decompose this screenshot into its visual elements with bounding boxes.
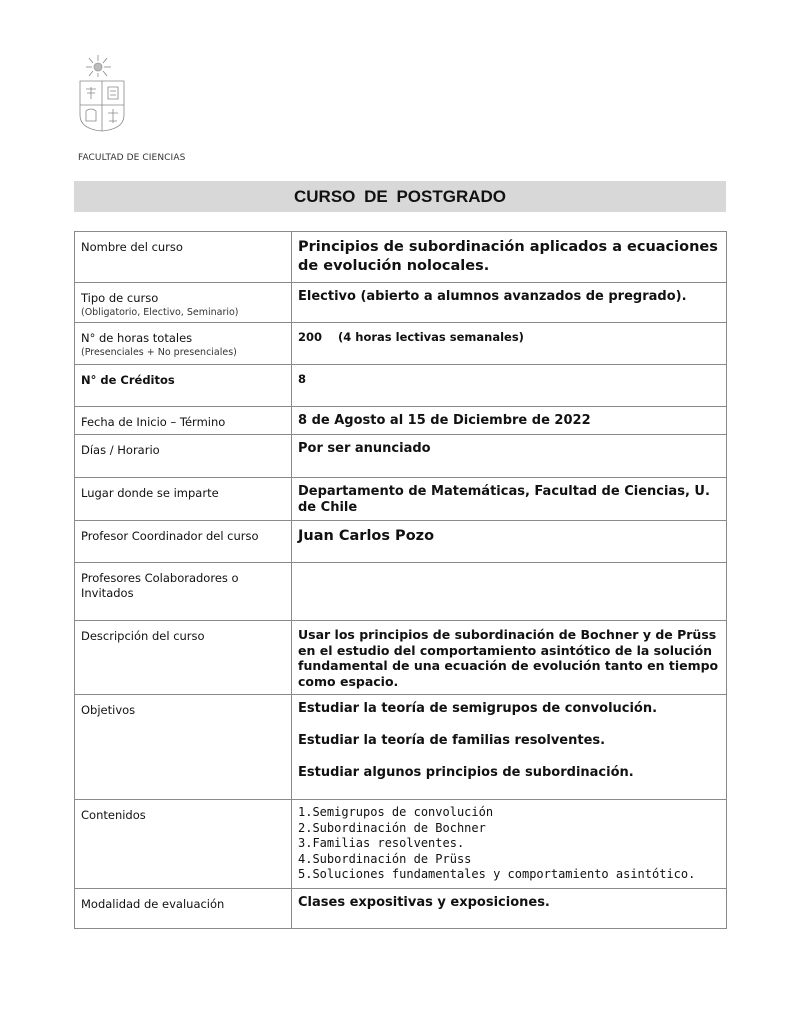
label-cell: [75, 478, 292, 521]
course-name-value: Principios de subordinación aplicados a ecuaciones de evolución nolocales.: [292, 232, 727, 283]
course-type-value: Electivo (abierto a alumnos avanzados de pregrado).: [292, 283, 727, 323]
row-label: Nombre del curso: [81, 240, 183, 254]
label-cell: [75, 232, 292, 283]
row-label: Profesor Coordinador del curso: [81, 529, 259, 543]
label-cell: [75, 283, 292, 323]
label-cell: [75, 521, 292, 563]
label-cell: [75, 889, 292, 929]
list-item: 3.Familias resolventes.: [298, 836, 465, 850]
label-cell: [75, 621, 292, 695]
row-label: Días / Horario: [81, 443, 160, 457]
university-coat-of-arms-icon: [78, 55, 128, 133]
table-row: [75, 365, 727, 407]
row-sublabel: (Obligatorio, Electivo, Seminario): [81, 307, 239, 318]
evaluation-value: Clases expositivas y exposiciones.: [292, 889, 727, 929]
page-title: CURSO DE POSTGRADO: [293, 186, 507, 206]
contents-value: [292, 800, 727, 889]
label-cell: [75, 695, 292, 800]
list-item: 1.Semigrupos de convolución: [298, 805, 494, 819]
table-row: [75, 621, 727, 695]
row-label: Contenidos: [81, 808, 146, 822]
row-label: N° de Créditos: [81, 373, 175, 387]
objective-item: Estudiar la teoría de semigrupos de convolución.: [298, 701, 658, 716]
hours-value: 200 (4 horas lectivas semanales): [292, 323, 727, 365]
row-label: Objetivos: [81, 703, 136, 717]
faculty-name: FACULTAD DE CIENCIAS: [78, 153, 186, 163]
table-row: [75, 563, 727, 621]
label-cell: [75, 323, 292, 365]
table-row: [75, 478, 727, 521]
title-banner: [74, 181, 726, 212]
table-row: [75, 521, 727, 563]
row-label: Lugar donde se imparte: [81, 486, 219, 500]
list-item: 2.Subordinación de Bochner: [298, 820, 486, 835]
objective-item: Estudiar la teoría de familias resolventes.: [298, 733, 606, 748]
objective-item: Estudiar algunos principios de subordinación.: [298, 765, 634, 780]
row-label: Tipo de curso: [81, 291, 159, 305]
schedule-value: Por ser anunciado: [292, 435, 727, 478]
table-row: [75, 232, 727, 283]
row-label: Fecha de Inicio – Término: [81, 415, 226, 429]
row-label: Modalidad de evaluación: [81, 897, 225, 911]
table-row: [75, 800, 727, 889]
credits-value: 8: [292, 365, 727, 407]
table-row: [75, 283, 727, 323]
table-row: [75, 407, 727, 435]
label-cell: [75, 365, 292, 407]
list-item: 5.Soluciones fundamentales y comportamiento asintótico.: [298, 867, 696, 881]
row-label: N° de horas totales: [81, 331, 193, 345]
row-sublabel: (Presenciales + No presenciales): [81, 347, 237, 358]
row-label: Profesores Colaboradores o Invitados: [81, 571, 239, 600]
description-value: Usar los principios de subordinación de Bochner y de Prüss en el estudio del comportamiento asintótico de la solución fundamental de una ecuación de evolución tanto en tiempo como espacio.: [292, 621, 727, 695]
row-label: Descripción del curso: [81, 629, 205, 643]
list-item: 4.Subordinación de Prüss: [298, 851, 472, 866]
label-cell: [75, 407, 292, 435]
dates-value: 8 de Agosto al 15 de Diciembre de 2022: [292, 407, 727, 435]
table-row: [75, 889, 727, 929]
label-cell: [75, 800, 292, 889]
objectives-value: [292, 695, 727, 800]
table-row: [75, 695, 727, 800]
collaborators-value: [292, 563, 727, 621]
label-cell: [75, 563, 292, 621]
table-row: [75, 323, 727, 365]
coordinator-value: Juan Carlos Pozo: [292, 521, 727, 563]
location-value: Departamento de Matemáticas, Facultad de Ciencias, U. de Chile: [292, 478, 727, 521]
label-cell: [75, 435, 292, 478]
table-row: [75, 435, 727, 478]
course-info-table: [74, 231, 727, 929]
